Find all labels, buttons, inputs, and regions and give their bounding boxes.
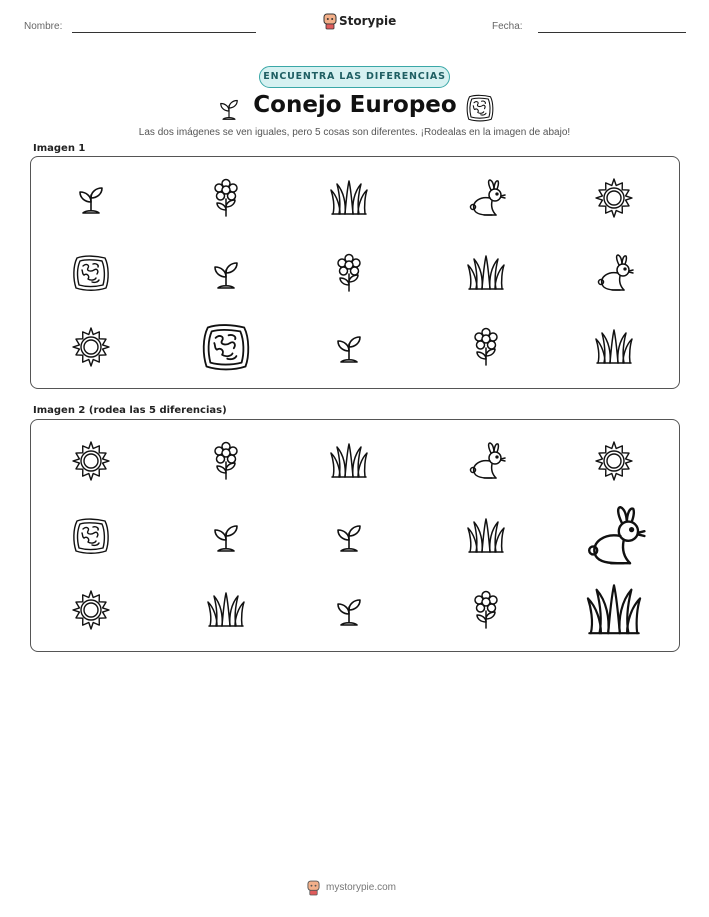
sun-icon — [594, 178, 634, 218]
flower-icon — [466, 327, 506, 367]
burrow-icon — [71, 253, 111, 293]
activity-badge: ENCUENTRA LAS DIFERENCIAS — [259, 66, 450, 88]
name-label: Nombre: — [24, 21, 63, 32]
grass-icon — [585, 581, 643, 639]
sprout-icon — [329, 327, 369, 367]
instructions: Las dos imágenes se ven iguales, pero 5 cosas son diferentes. ¡Rodealas en la imagen de abajo! — [138, 127, 571, 138]
sun-icon — [71, 327, 111, 367]
storypie-mascot-icon — [307, 880, 320, 896]
flower-icon — [466, 590, 506, 630]
picture-cell[interactable] — [71, 441, 111, 481]
picture-cell[interactable] — [206, 441, 246, 481]
grass-icon — [206, 590, 246, 630]
sun-icon — [71, 590, 111, 630]
title-right-icon — [465, 93, 495, 128]
grass-icon — [466, 516, 506, 556]
rabbit-icon — [594, 253, 634, 293]
image-1-panel — [30, 156, 680, 389]
picture-cell[interactable] — [594, 441, 634, 481]
picture-cell[interactable] — [71, 590, 111, 630]
flower-icon — [206, 441, 246, 481]
burrow-icon — [200, 321, 252, 373]
picture-cell[interactable] — [206, 590, 246, 630]
picture-cell[interactable] — [585, 581, 643, 639]
footer-url[interactable]: mystorypie.com — [326, 882, 397, 893]
page-title: Conejo Europeo — [253, 92, 457, 118]
flower-icon — [206, 178, 246, 218]
rabbit-icon — [466, 441, 506, 481]
brand-logo — [323, 13, 397, 31]
image-2-panel[interactable] — [30, 419, 680, 652]
footer — [307, 880, 417, 896]
picture-cell[interactable] — [329, 441, 369, 481]
picture-cell[interactable] — [466, 516, 506, 556]
picture-cell — [466, 178, 506, 218]
picture-cell — [594, 253, 634, 293]
burrow-icon — [71, 516, 111, 556]
rabbit-icon — [466, 178, 506, 218]
sprout-icon — [71, 178, 111, 218]
rabbit-icon — [582, 504, 646, 568]
burrow-icon — [465, 93, 495, 123]
picture-cell[interactable] — [329, 516, 369, 556]
panel-1-label: Imagen 1 — [33, 143, 86, 154]
picture-cell — [206, 253, 246, 293]
picture-cell — [594, 327, 634, 367]
picture-cell[interactable] — [71, 516, 111, 556]
date-label: Fecha: — [492, 21, 523, 32]
picture-cell — [329, 178, 369, 218]
sun-icon — [71, 441, 111, 481]
picture-cell — [71, 178, 111, 218]
picture-cell[interactable] — [206, 516, 246, 556]
sprout-icon — [329, 590, 369, 630]
picture-cell — [329, 253, 369, 293]
picture-cell — [71, 253, 111, 293]
brand-name: Storypie — [339, 14, 397, 28]
picture-cell — [206, 178, 246, 218]
storypie-mascot-icon — [323, 13, 337, 30]
sun-icon — [594, 441, 634, 481]
sprout-icon — [206, 516, 246, 556]
picture-cell — [200, 321, 252, 373]
picture-cell — [329, 327, 369, 367]
sprout-icon — [206, 253, 246, 293]
picture-cell[interactable] — [329, 590, 369, 630]
picture-cell[interactable] — [582, 504, 646, 568]
grass-icon — [329, 178, 369, 218]
picture-cell[interactable] — [466, 441, 506, 481]
flower-icon — [329, 253, 369, 293]
grass-icon — [329, 441, 369, 481]
picture-cell[interactable] — [466, 590, 506, 630]
picture-cell — [466, 327, 506, 367]
grass-icon — [594, 327, 634, 367]
picture-cell — [594, 178, 634, 218]
panel-2-label: Imagen 2 (rodea las 5 diferencias) — [33, 405, 227, 416]
grass-icon — [466, 253, 506, 293]
sprout-icon — [329, 516, 369, 556]
picture-cell — [466, 253, 506, 293]
date-field[interactable] — [538, 32, 686, 33]
name-field[interactable] — [72, 32, 256, 33]
picture-cell — [71, 327, 111, 367]
